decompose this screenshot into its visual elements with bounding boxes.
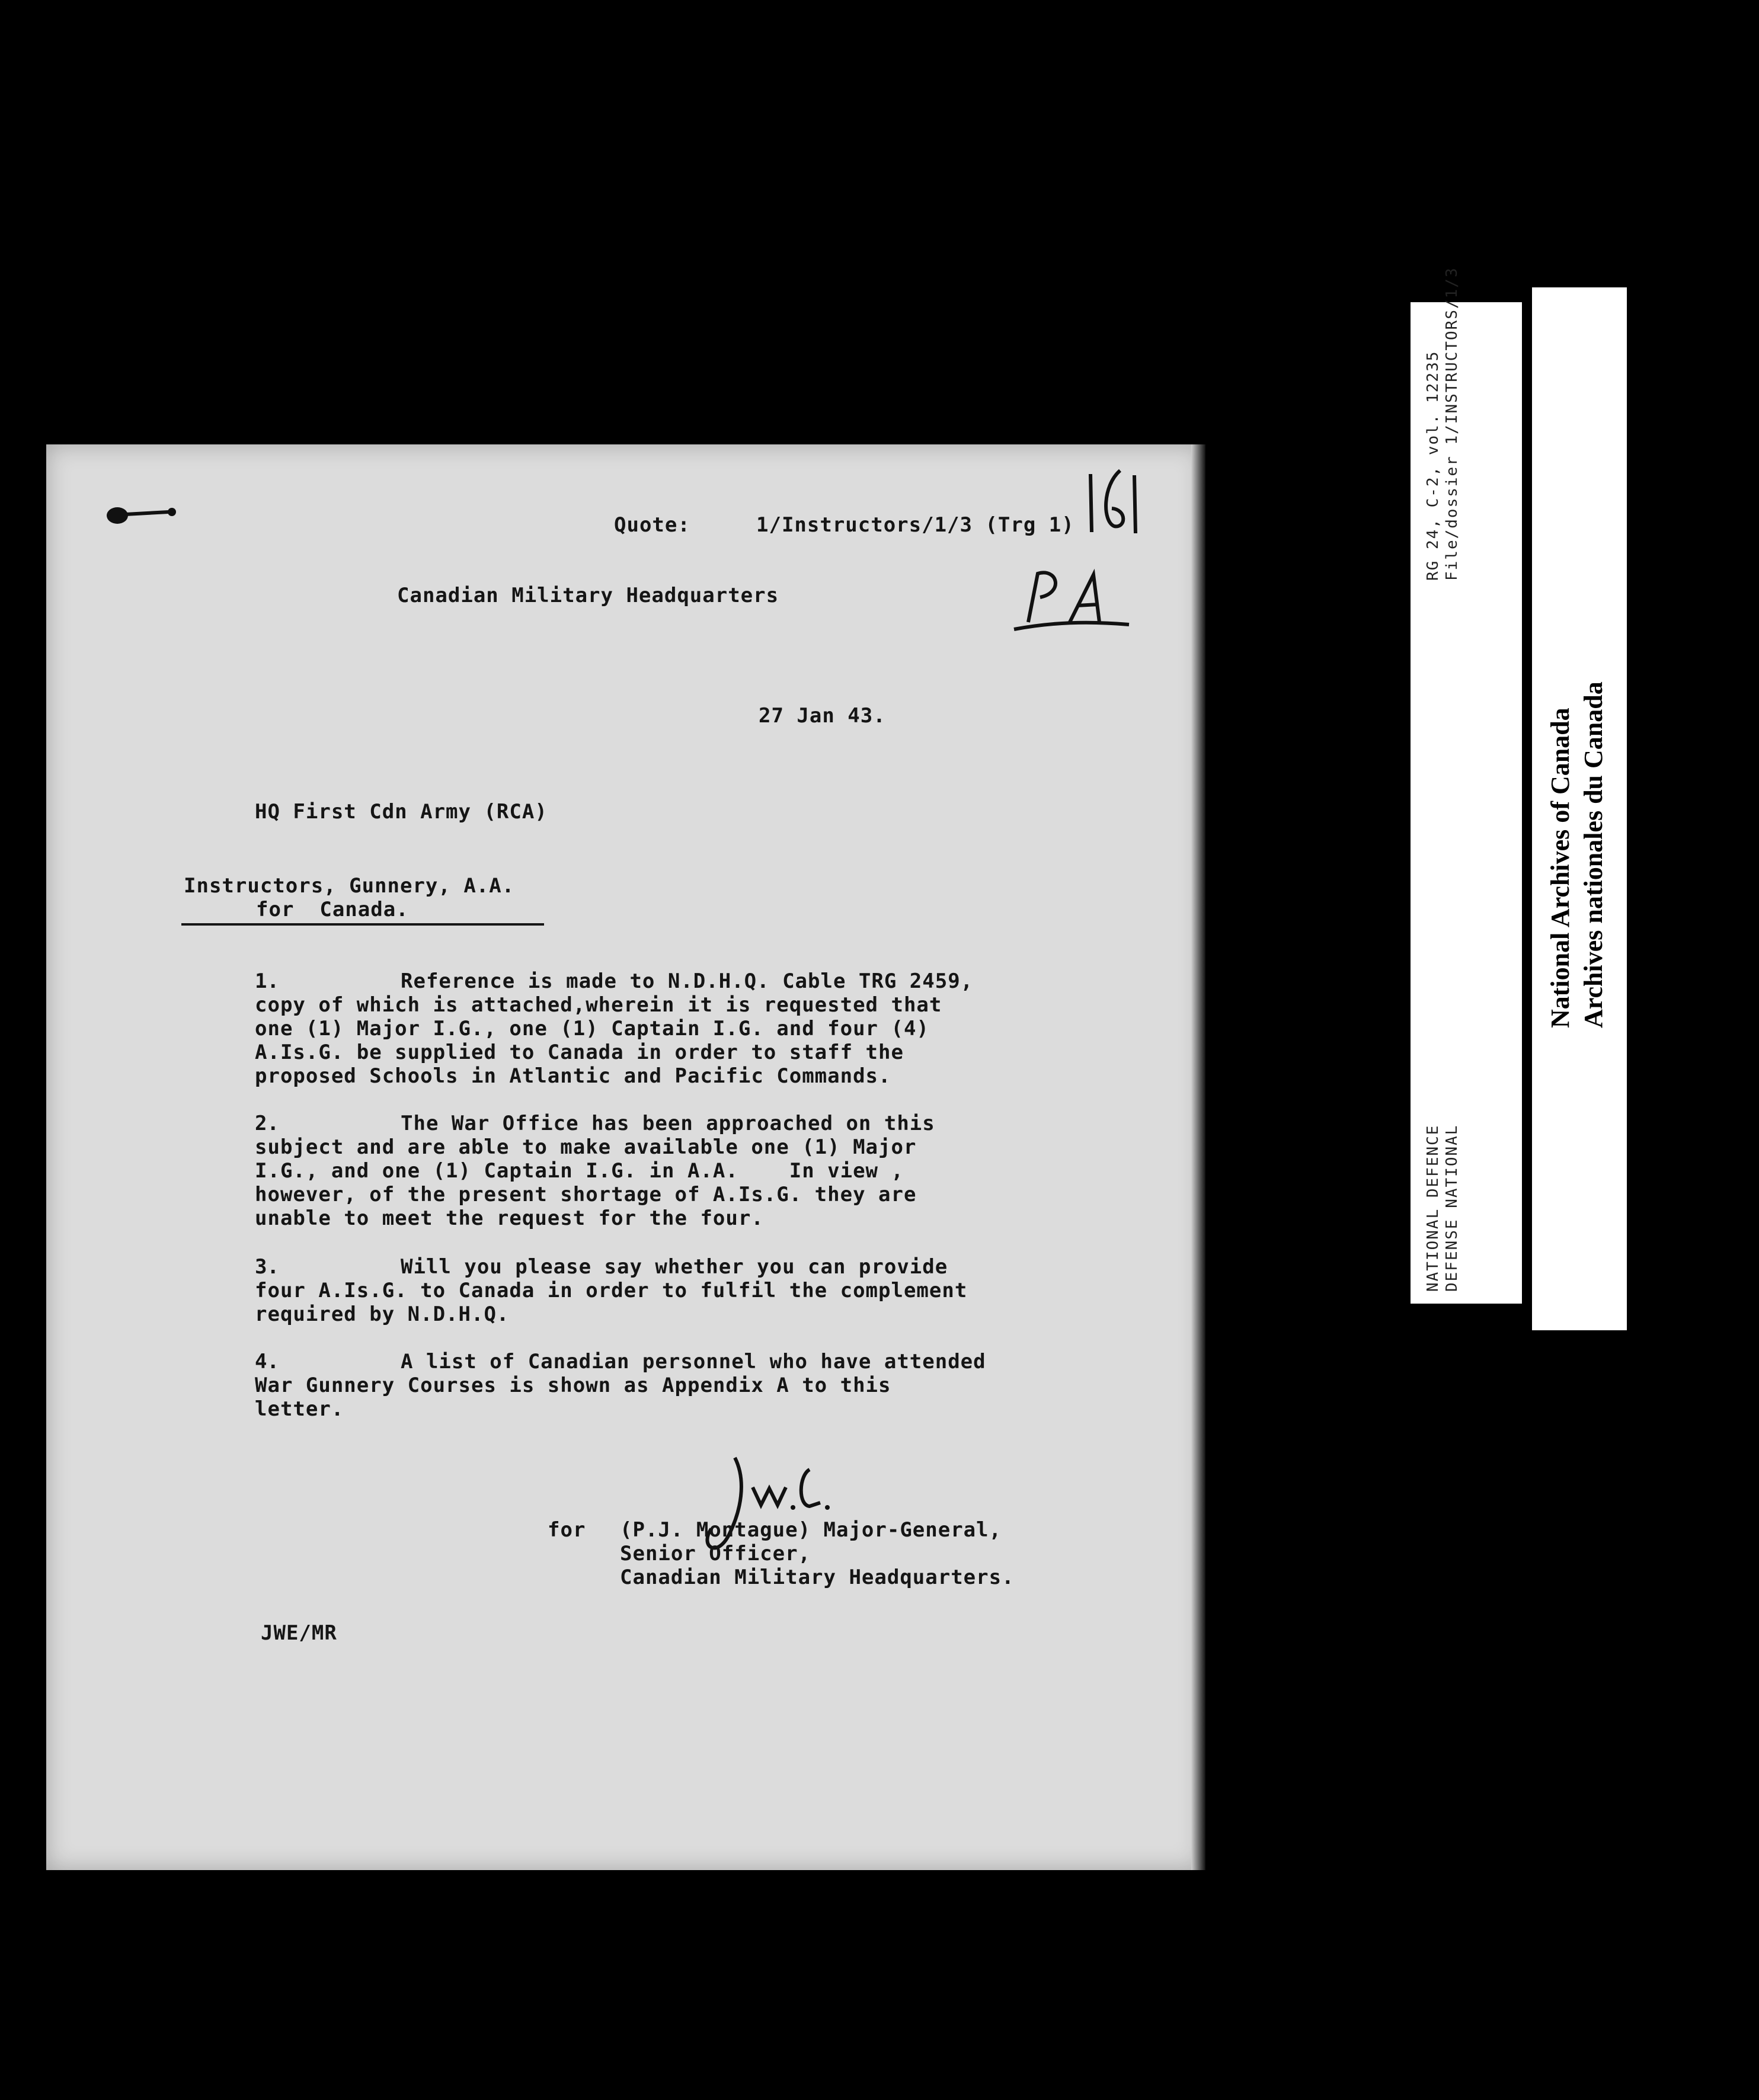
archives-name-block [1544,681,1610,1028]
letter-date: 27 Jan 43. [759,704,886,728]
archives-name-en: National Archives of Canada [1546,708,1575,1028]
department-block [1424,1125,1461,1292]
pa-handwriting-graphic [1010,563,1135,640]
handwritten-folio-number [1085,462,1144,539]
paragraph-3-line-3: required by N.D.H.Q. [255,1302,510,1326]
paragraph-4-line-1: A list of Canadian personnel who have attended [401,1350,986,1374]
paragraph-1-line-4: A.Is.G. be supplied to Canada in order to staff the [255,1041,904,1064]
paragraph-1-line-5: proposed Schools in Atlantic and Pacific Commands. [255,1064,891,1088]
paragraph-2-line-5: unable to meet the request for the four. [255,1206,764,1230]
paragraph-2-line-4: however, of the present shortage of A.Is.G. they are [255,1183,917,1206]
archives-name-fr: Archives nationales du Canada [1579,681,1608,1028]
paper-clip-mark [104,505,179,526]
subject-line-2: for Canada. [256,898,409,921]
archive-reference-block [1424,267,1461,581]
paragraph-3 [255,1255,967,1326]
paragraph-3-line-1: Will you please say whether you can provide [401,1255,948,1279]
handwritten-initials-pa [1010,563,1135,640]
quote-reference: 1/Instructors/1/3 (Trg 1) [756,513,1074,537]
signature-for: for [548,1518,586,1542]
paragraph-2-line-1: The War Office has been approached on this [401,1112,935,1135]
archive-ref-line-2: File/dossier 1/INSTRUCTORS/1/3 [1443,267,1461,581]
archive-reference-strip [1411,267,1522,1304]
archive-ref-line-1: RG 24, C-2, vol. 12235 [1424,350,1442,581]
signature-line-3: Canadian Military Headquarters. [620,1566,1015,1589]
subject-underline [181,923,544,926]
page-edge-shadow [1191,444,1205,1870]
paragraph-3-line-2: four A.Is.G. to Canada in order to fulfil the complement [255,1279,968,1302]
folio-handwriting-graphic [1085,462,1144,539]
department-line-2: DEFENSE NATIONAL [1443,1124,1461,1292]
paragraph-2-line-2: subject and are able to make available one (1) Major [255,1135,917,1159]
paragraph-2 [255,1112,935,1230]
paragraph-3-number: 3. [255,1255,279,1279]
paragraph-4-number: 4. [255,1350,279,1374]
signature-line-2: Senior Officer, [620,1542,811,1566]
paragraph-4-line-2: War Gunnery Courses is shown as Appendix A to this [255,1374,891,1397]
letter-heading: Canadian Military Headquarters [397,584,779,607]
paragraph-4 [255,1350,986,1421]
paragraph-1-line-1: Reference is made to N.D.H.Q. Cable TRG 2459, [401,969,974,993]
quote-label: Quote: [614,513,690,537]
paragraph-1 [255,969,973,1088]
addressee: HQ First Cdn Army (RCA) [255,800,548,824]
department-line-1: NATIONAL DEFENCE [1424,1124,1442,1292]
paragraph-2-line-3: I.G., and one (1) Captain I.G. in A.A. In view , [255,1159,904,1183]
paragraph-2-number: 2. [255,1112,279,1135]
signature-line-1: (P.J. Montague) Major-General, [620,1518,1002,1542]
paragraph-4-line-3: letter. [255,1397,344,1421]
paragraph-1-line-2: copy of which is attached,wherein it is requested that [255,993,942,1017]
reference-initials: JWE/MR [261,1621,337,1645]
paragraph-1-line-3: one (1) Major I.G., one (1) Captain I.G. and four (4) [255,1017,929,1041]
subject-line-1: Instructors, Gunnery, A.A. [184,874,515,898]
paragraph-1-number: 1. [255,969,279,993]
archives-label-strip [1532,287,1627,1330]
